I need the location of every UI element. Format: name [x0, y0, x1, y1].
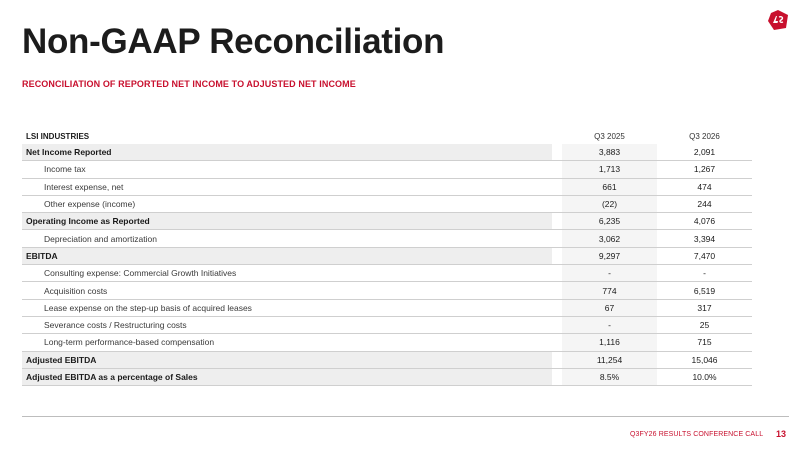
row-value-q3-2025: 774	[562, 282, 657, 298]
row-label: Lease expense on the step-up basis of acquired leases	[44, 302, 252, 313]
reconciliation-table	[22, 128, 752, 386]
footer-divider	[22, 416, 789, 417]
header-col2: Q3 2026	[689, 131, 720, 141]
row-value-q3-2025: 6,235	[562, 213, 657, 229]
row-label: Operating Income as Reported	[22, 213, 552, 229]
row-label: Net Income Reported	[22, 144, 552, 160]
row-label: Consulting expense: Commercial Growth Initiatives	[44, 268, 237, 279]
row-value-q3-2026: 3,394	[693, 233, 716, 244]
row-label: Income tax	[44, 164, 86, 175]
page-subtitle: RECONCILIATION OF REPORTED NET INCOME TO ADJUSTED NET INCOME	[22, 79, 356, 89]
row-label: Adjusted EBITDA as a percentage of Sales	[22, 369, 552, 385]
row-label: Acquisition costs	[44, 285, 108, 296]
table-row	[22, 230, 752, 247]
row-value-q3-2026: 317	[697, 302, 712, 313]
row-label: Other expense (income)	[44, 199, 136, 210]
row-value-q3-2025: -	[562, 317, 657, 333]
row-value-q3-2025: 1,713	[562, 161, 657, 177]
row-value-q3-2026: 244	[697, 199, 712, 210]
row-value-q3-2025: 67	[562, 300, 657, 316]
row-label: Adjusted EBITDA	[22, 352, 552, 368]
row-value-q3-2025: 3,062	[562, 230, 657, 246]
table-row	[22, 248, 752, 265]
lsi-logo-icon	[767, 9, 789, 31]
row-value-q3-2025: 3,883	[562, 144, 657, 160]
row-label: EBITDA	[22, 248, 552, 264]
row-value-q3-2026: 4,076	[693, 216, 716, 227]
page-title: Non-GAAP Reconciliation	[22, 22, 445, 61]
row-label: Depreciation and amortization	[44, 233, 157, 244]
row-value-q3-2026: 7,470	[693, 250, 716, 261]
row-value-q3-2025: 11,254	[562, 352, 657, 368]
header-col1: Q3 2025	[594, 131, 625, 141]
row-value-q3-2025: 661	[562, 179, 657, 195]
table-row	[22, 161, 752, 178]
table-row	[22, 144, 752, 161]
row-value-q3-2026: 15,046	[691, 354, 718, 365]
row-value-q3-2025: 1,116	[562, 334, 657, 350]
header-company: LSI INDUSTRIES	[26, 131, 90, 141]
row-value-q3-2025: 8.5%	[562, 369, 657, 385]
table-row	[22, 179, 752, 196]
row-value-q3-2026: -	[703, 268, 706, 279]
row-label: Severance costs / Restructuring costs	[44, 320, 187, 331]
row-value-q3-2026: 10.0%	[692, 372, 717, 382]
table-row	[22, 265, 752, 282]
table-row	[22, 300, 752, 317]
table-row	[22, 317, 752, 334]
table-row	[22, 352, 752, 369]
row-value-q3-2026: 1,267	[693, 164, 716, 175]
row-value-q3-2026: 6,519	[693, 285, 716, 296]
table-row	[22, 282, 752, 299]
row-value-q3-2026: 25	[699, 320, 710, 331]
footer-text: Q3FY26 RESULTS CONFERENCE CALL	[630, 431, 764, 438]
row-value-q3-2026: 474	[697, 181, 712, 192]
row-value-q3-2025: (22)	[562, 196, 657, 212]
table-row	[22, 369, 752, 386]
row-value-q3-2026: 715	[697, 337, 712, 348]
table-row	[22, 213, 752, 230]
row-value-q3-2026: 2,091	[693, 147, 716, 158]
table-row	[22, 196, 752, 213]
row-value-q3-2025: -	[562, 265, 657, 281]
table-body	[22, 144, 752, 386]
row-label: Long-term performance-based compensation	[44, 337, 215, 348]
page-number: 13	[776, 429, 787, 439]
table-header-row	[22, 128, 752, 144]
row-label: Interest expense, net	[44, 181, 124, 192]
row-value-q3-2025: 9,297	[562, 248, 657, 264]
table-row	[22, 334, 752, 351]
